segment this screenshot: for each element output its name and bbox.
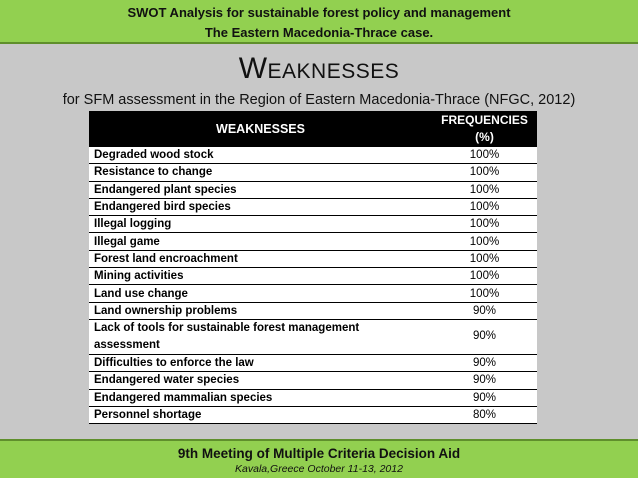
weakness-name: Mining activities xyxy=(89,268,432,285)
table-row xyxy=(89,250,537,267)
footer-event-place-date: Kavala,Greece October 11-13, 2012 xyxy=(235,463,403,475)
weakness-frequency: 100% xyxy=(432,181,537,198)
weakness-name: Forest land encroachment xyxy=(89,250,432,267)
header-title-line1: SWOT Analysis for sustainable forest policy and management xyxy=(127,5,511,20)
column-header-frequencies xyxy=(432,111,537,147)
weakness-name: Endangered water species xyxy=(89,372,432,389)
weakness-name: Land ownership problems xyxy=(89,302,432,319)
table-row xyxy=(89,319,537,354)
slide-subtitle: for SFM assessment in the Region of Eastern Macedonia-Thrace (NFGC, 2012) xyxy=(62,92,576,108)
weakness-frequency: 90% xyxy=(432,354,537,371)
slide-title: Weaknesses xyxy=(238,52,400,85)
weakness-name: Illegal logging xyxy=(89,216,432,233)
table-row xyxy=(89,372,537,389)
table-body xyxy=(89,147,537,424)
weakness-frequency: 100% xyxy=(432,198,537,215)
weakness-frequency: 100% xyxy=(432,233,537,250)
frequencies-label: FREQUENCIES xyxy=(441,113,528,127)
table-row xyxy=(89,406,537,423)
weakness-name: Endangered mammalian species xyxy=(89,389,432,406)
weakness-name: Endangered bird species xyxy=(89,198,432,215)
weakness-name: Degraded wood stock xyxy=(89,147,432,164)
weakness-frequency: 100% xyxy=(432,216,537,233)
table-row xyxy=(89,389,537,406)
table-row xyxy=(89,285,537,302)
weakness-name: Resistance to change xyxy=(89,164,432,181)
weakness-frequency: 100% xyxy=(432,164,537,181)
table-header-row xyxy=(89,111,537,147)
weakness-frequency: 100% xyxy=(432,147,537,164)
weakness-frequency: 90% xyxy=(432,372,537,389)
weakness-name: Difficulties to enforce the law xyxy=(89,354,432,371)
weakness-name: Land use change xyxy=(89,285,432,302)
table-row xyxy=(89,302,537,319)
weakness-name: Endangered plant species xyxy=(89,181,432,198)
table-row xyxy=(89,164,537,181)
table-row xyxy=(89,268,537,285)
table-row xyxy=(89,198,537,215)
frequencies-unit: (%) xyxy=(475,130,494,144)
column-header-weaknesses: WEAKNESSES xyxy=(89,111,432,147)
weakness-frequency: 80% xyxy=(432,406,537,423)
weakness-frequency: 100% xyxy=(432,285,537,302)
header-banner xyxy=(0,0,638,44)
weakness-name: Illegal game xyxy=(89,233,432,250)
weaknesses-table xyxy=(89,111,537,424)
table-row xyxy=(89,354,537,371)
footer-event-title: 9th Meeting of Multiple Criteria Decision Aid xyxy=(177,446,461,461)
header-title-line2: The Eastern Macedonia-Thrace case. xyxy=(204,25,434,40)
weakness-name: Lack of tools for sustainable forest management assessment xyxy=(89,319,432,354)
weakness-frequency: 90% xyxy=(432,302,537,319)
weakness-name: Personnel shortage xyxy=(89,406,432,423)
table-row xyxy=(89,147,537,164)
table-row xyxy=(89,216,537,233)
table-row xyxy=(89,233,537,250)
weakness-frequency: 90% xyxy=(432,389,537,406)
weakness-frequency: 90% xyxy=(432,319,537,354)
weakness-frequency: 100% xyxy=(432,268,537,285)
table-row xyxy=(89,181,537,198)
weakness-frequency: 100% xyxy=(432,250,537,267)
footer-banner xyxy=(0,439,638,478)
